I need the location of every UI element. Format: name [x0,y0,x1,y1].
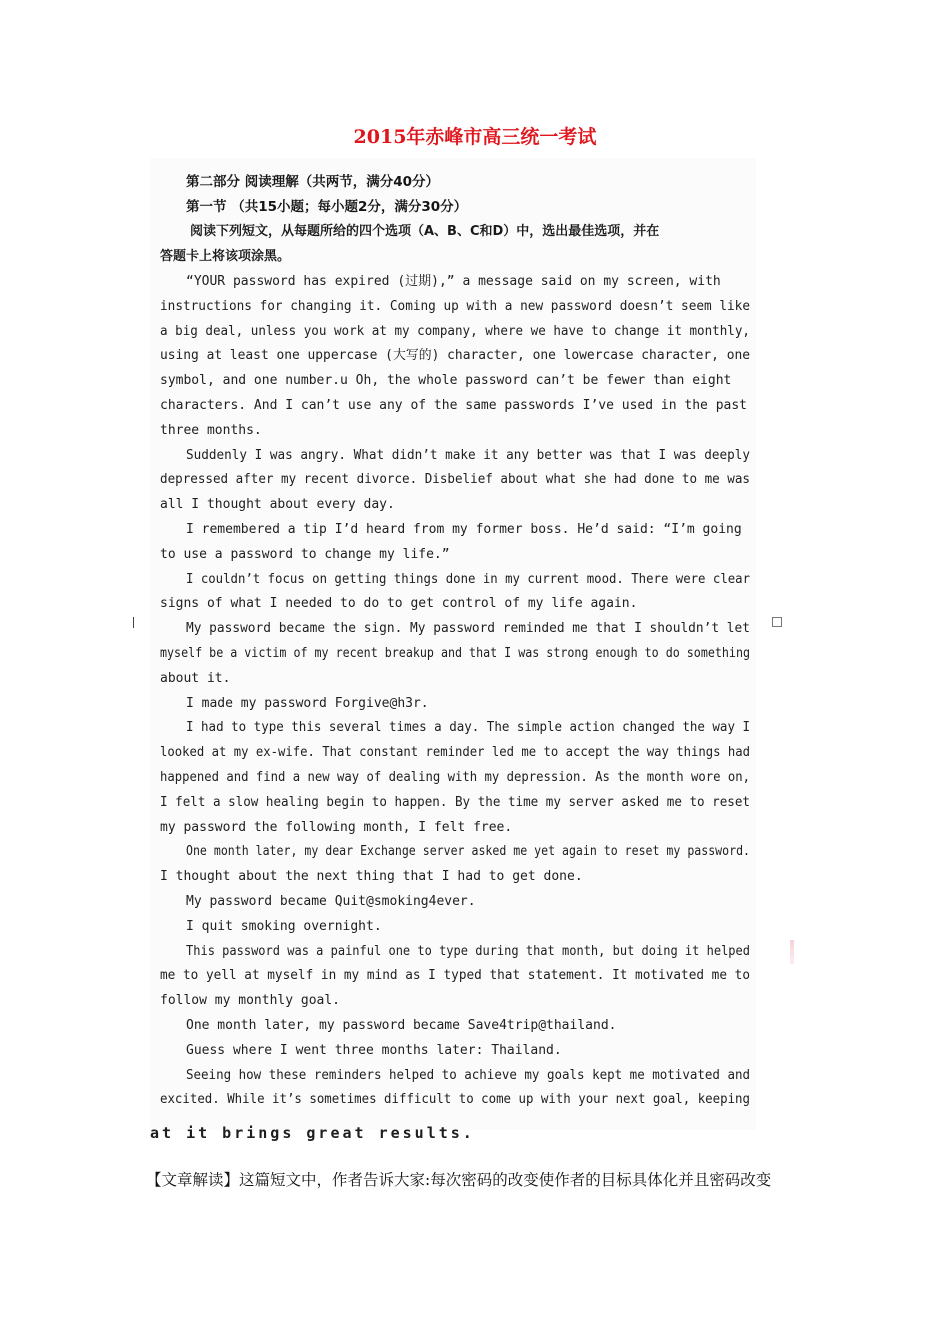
paragraph-line: using at least one uppercase (大写的) character, one lowercase character, one [160,348,750,364]
paragraph-line: Guess where I went three months later: Thailand. [186,1042,562,1058]
part-heading: 第二部分 阅读理解（共两节，满分40分） [186,174,439,190]
paragraph-line: characters. And I can’t use any of the same passwords I’ve used in the past [160,397,747,413]
paragraph-line: symbol, and one number.u Oh, the whole password can’t be fewer than eight [160,373,732,389]
paragraph-line: instructions for changing it. Coming up with a new password doesn’t seem like [160,298,750,314]
paragraph-line: My password became the sign. My password reminded me that I shouldn’t let [186,621,750,637]
paragraph [160,518,750,568]
paragraph-line: One month later, my dear Exchange server asked me yet again to reset my password. [186,844,750,860]
paragraph [160,444,750,518]
closing-line: at it brings great results. [150,1124,475,1142]
scan-box-mark [772,617,782,627]
paragraph-line: I quit smoking overnight. [186,918,382,934]
paragraph-line: signs of what I needed to do to get control of my life again. [160,596,638,612]
paragraph [160,617,750,691]
paragraph-line: looked at my ex-wife. That constant reminder led me to accept the way things had [160,745,750,761]
paragraph [160,716,750,840]
instruction [160,220,750,269]
paragraph-line: depressed after my recent divorce. Disbelief about what she had done to me was [160,472,750,488]
instruction-line: 阅读下列短文，从每题所给的四个选项（A、B、C和D）中，选出最佳选项，并在 [190,224,660,239]
paragraph-line: a big deal, unless you work at my company, where we have to change it monthly, [160,323,750,339]
paragraph [160,915,750,940]
paragraph-line: three months. [160,422,262,438]
paragraph-line: I made my password Forgive@h3r. [186,695,429,711]
scan-mark [133,617,134,628]
instruction-line: 答题卡上将该项涂黑。 [160,248,291,264]
paragraph-line: Suddenly I was angry. What didn’t make it any better was that I was deeply [186,447,750,463]
paragraph-line: happened and find a new way of dealing with my depression. As the month wore on, [160,769,750,785]
paragraph-line: excited. While it’s sometimes difficult to come up with your next goal, keeping [160,1092,750,1108]
document-title: 2015年赤峰市高三统一考试 [353,126,597,148]
paragraph-line: I felt a slow healing begin to happen. By the time my server asked me to reset [160,794,750,810]
paragraph-line: I couldn’t focus on getting things done in my current mood. There were clear [186,571,750,587]
paragraph-line: my password the following month, I felt free. [160,819,513,835]
paragraph-line: all I thought about every day. [160,497,395,513]
paragraph [160,940,750,1014]
section-heading: 第一节 （共15小题；每小题2分，满分30分） [186,199,468,215]
paragraph [160,890,750,915]
paragraph [160,1039,750,1064]
paragraph [160,568,750,618]
paragraph-line: I had to type this several times a day. The simple action changed the way I [186,720,750,736]
paragraph [160,270,750,444]
paragraph [160,1014,750,1039]
paragraph [160,692,750,717]
paragraph-line: “YOUR password has expired (过期),” a message said on my screen, with [186,274,721,289]
paragraph-line: about it. [160,670,231,686]
paragraph-line: to use a password to change my life.” [160,546,450,562]
scanned-passage [150,158,756,1130]
passage-text [160,270,750,1113]
paragraph [160,840,750,890]
scan-speck [790,940,794,964]
paragraph-line: My password became Quit@smoking4ever. [186,893,476,909]
passage-body [160,170,750,1113]
paragraph-line: This password was a painful one to type during that month, but doing it helped [186,943,750,959]
paragraph-line: One month later, my password became Save4trip@thailand. [186,1017,617,1033]
paragraph-line: myself be a victim of my recent breakup and that I was strong enough to do something [160,645,750,661]
paragraph [160,1064,750,1114]
paragraph-line: me to yell at myself in my mind as I typed that statement. It motivated me to [160,968,750,984]
paragraph-line: I thought about the next thing that I had to get done. [160,869,583,885]
paragraph-line: Seeing how these reminders helped to achieve my goals kept me motivated and [186,1067,750,1083]
paragraph-line: follow my monthly goal. [160,993,341,1009]
paragraph-line: I remembered a tip I’d heard from my former boss. He’d said: “I’m going [186,521,742,537]
article-analysis: 【文章解读】这篇短文中，作者告诉大家:每次密码的改变使作者的目标具体化并且密码改变 [146,1171,772,1189]
